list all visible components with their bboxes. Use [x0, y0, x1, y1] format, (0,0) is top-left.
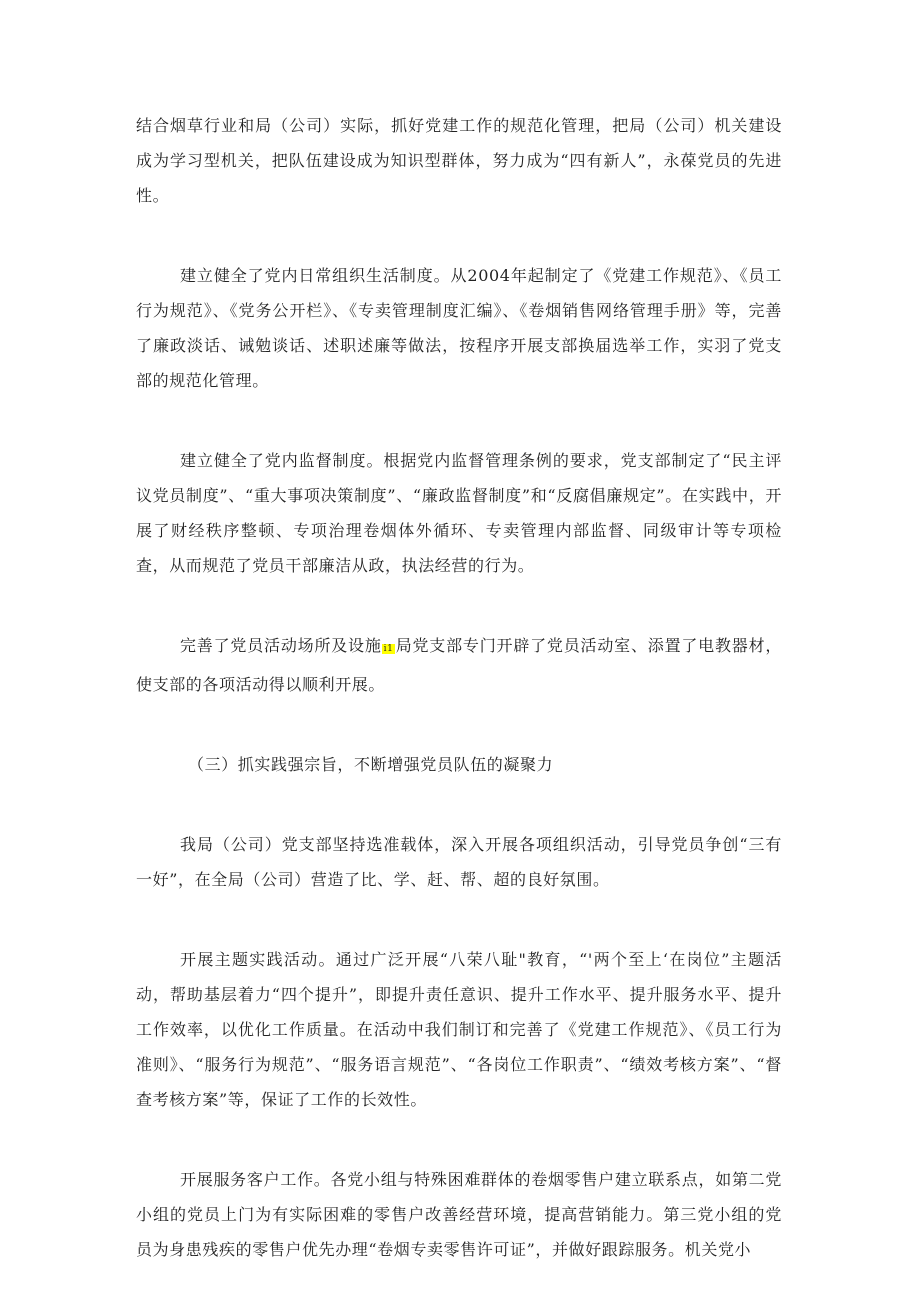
- highlight-mark: i1: [383, 644, 394, 654]
- paragraph-customer-service: 开展服务客户工作。各党小组与特殊困难群体的卷烟零售户建立联系点，如第二党小组的党员上门为有实际困难的零售户改善经营环境，提高营销能力。第三党小组的党员为身患残疾的零售户优先办理“卷烟专卖零售许可证”，并做好跟踪服务。机关党小: [136, 1170, 782, 1259]
- paragraph-supervision-system: 建立健全了党内监督制度。根据党内监督管理条例的要求，党支部制定了“民主评议党员制度”、“重大事项决策制度”、“廉政监督制度”和“反腐倡廉规定”。在实践中，开展了财经秩序整顿、专项治理卷烟体外循环、专卖管理内部监督、同级审计等专项检查，从而规范了党员干部廉洁从政，执法经营的行为。: [136, 451, 782, 575]
- paragraph-text-before-mark: 完善了党员活动场所及设施: [180, 636, 382, 655]
- paragraph-gap: [136, 782, 782, 827]
- section-heading: （三）抓实践强宗旨，不断增强党员队伍的凝聚力: [188, 755, 554, 774]
- paragraph-theme-practice: 开展主题实践活动。通过广泛开展“八荣八耻"教育，“'两个至上‘在岗位”主题活动，帮助基层着力“四个提升”，即提升责任意识、提升工作水平、提升服务水平、提升工作效率，以优化工作质量。在活动中我们制订和完善了《党建工作规范》、《员工行为准则》、“服务行为规范”、“服务语言规范”、“各岗位工作职责”、“绩效考核方案”、“督查考核方案”等，保证了工作的长效性。: [136, 950, 782, 1109]
- paragraph-carrier: 我局（公司）党支部坚持选准载体，深入开展各项组织活动，引导党员争创“三有一好”，在全局（公司）营造了比、学、赶、帮、超的良好氛围。: [136, 835, 782, 889]
- paragraph-text-after-mark: 局党支部专门开辟了党员活动室、添置了电教器材，使支部的各项活动得以顺利开展。: [136, 636, 782, 694]
- paragraph-gap: [136, 897, 782, 942]
- paragraph-gap: [136, 583, 782, 628]
- paragraph-intro: 结合烟草行业和局（公司）实际，抓好党建工作的规范化管理，把局（公司）机关建设成为学习型机关，把队伍建设成为知识型群体，努力成为“四有新人”，永葆党员的先进性。: [136, 116, 782, 205]
- paragraph-gap: [136, 213, 782, 258]
- document-body: [136, 108, 782, 1267]
- paragraph-activity-facilities: [136, 628, 782, 702]
- paragraph-gap: [136, 702, 782, 747]
- paragraph-organization-system: 建立健全了党内日常组织生活制度。从2004年起制定了《党建工作规范》、《员工行为规范》、《党务公开栏》、《专卖管理制度汇编》、《卷烟销售网络管理手册》等，完善了廉政淡话、诫勉谈话、述职述廉等做法，按程序开展支部换届选举工作，实羽了党支部的规范化管理。: [136, 266, 782, 390]
- paragraph-gap: [136, 1117, 782, 1162]
- paragraph-gap: [136, 398, 782, 443]
